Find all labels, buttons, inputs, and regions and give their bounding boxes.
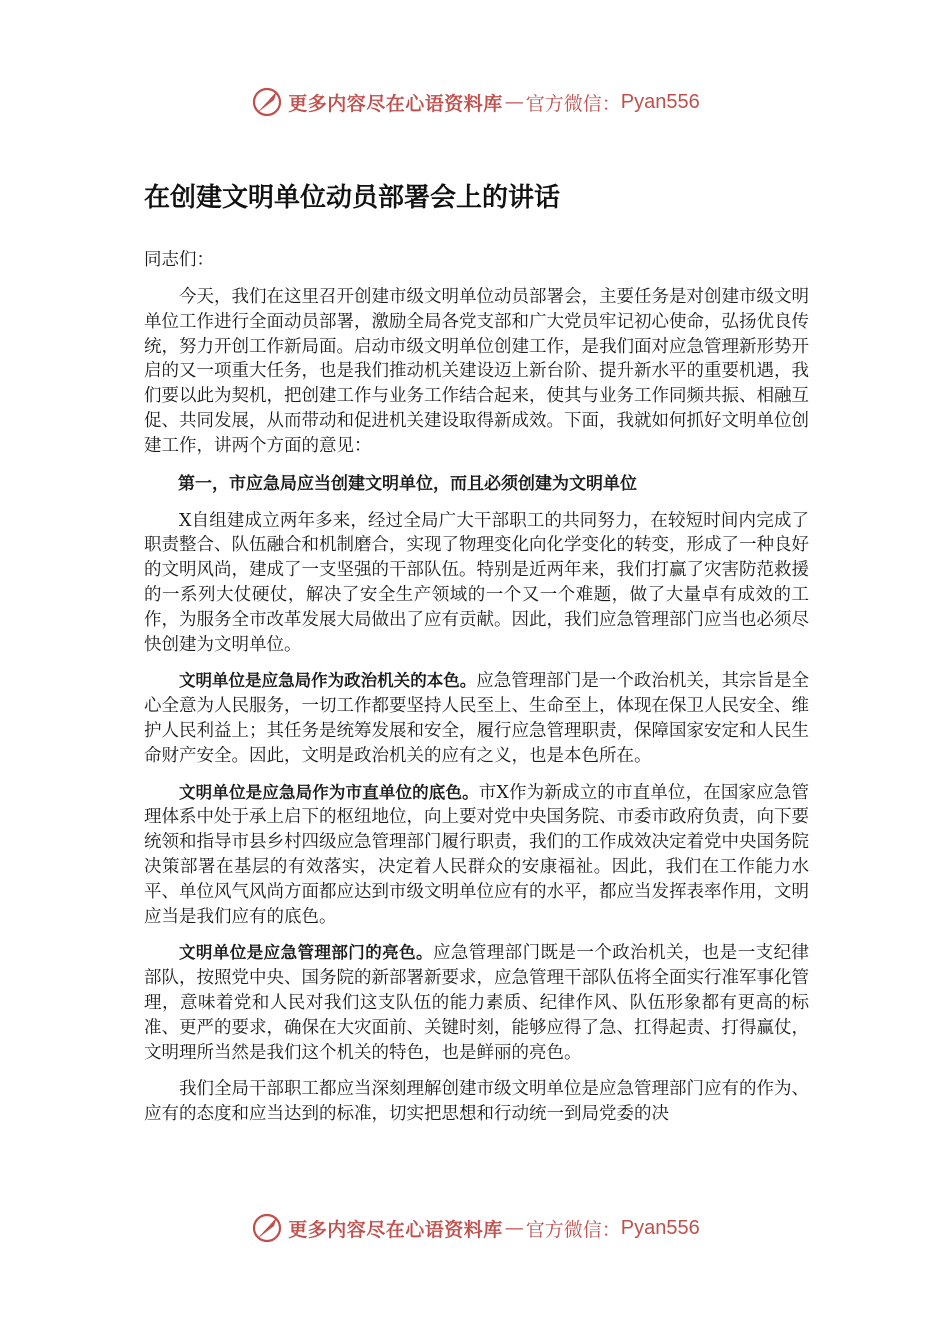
watermark-site-name: 更多内容尽在心语资料库: [288, 92, 503, 115]
paragraph-lead: 文明单位是应急局作为市直单位的底色。: [179, 782, 479, 802]
header-watermark: [0, 82, 950, 122]
footer-watermark: [0, 1208, 950, 1248]
section-heading: 第一，市应急局应当创建文明单位，而且必须创建为文明单位: [178, 473, 637, 494]
watermark-wechat-id: Pyan556: [620, 90, 700, 113]
paragraph-lead: 文明单位是应急管理部门的亮色。: [179, 943, 433, 963]
intro-paragraph: 今天，我们在这里召开创建市级文明单位动员部署会，主要任务是对创建市级文明单位工作进行全面动员部署，激励全局各党支部和广大党员牢记初心使命，弘扬优良传统，努力开创工作新局面。启动市级文明单位创建工作，是我们面对应急管理新形势开启的又一项重大任务，也是我们推动机关建设迈上新台阶、提升新水平的重要机遇，我们要以此为契机，把创建工作与业务工作结合起来，使其与业务工作同频共振、相融互促、共同发展，从而带动和促进机关建设取得新成效。下面，我就如何抓好文明单位创建工作，讲两个方面的意见：: [144, 287, 809, 456]
quill-logo-icon: [250, 85, 284, 119]
watermark-dash: —: [504, 91, 524, 113]
paragraph-emergency-dept: [144, 941, 809, 1065]
watermark-dash: —: [504, 1217, 524, 1239]
paragraph-body: 应急管理部门既是一个政治机关，也是一支纪律部队，按照党中央、国务院的新部署新要求，应急管理干部队伍将全面实行准军事化管理，意味着党和人民对我们这支队伍的能力素质、纪律作风、队伍形象都有更高的标准、更严的要求，确保在大灾面前、关键时刻，能够应得了急、扛得起责、打得赢仗，文明理所当然是我们这个机关的特色，也是鲜丽的亮色。: [144, 943, 810, 1063]
section1-paragraph: X自组建成立两年多来，经过全局广大干部职工的共同努力，在较短时间内完成了职责整合、队伍融合和机制磨合，实现了物理变化向化学变化的转变，形成了一种良好的文明风尚，建成了一支坚强的干部队伍。特别是近两年来，我们打赢了灾害防范救援的一系列大仗硬仗，解决了安全生产领域的一个又一个难题，做了大量卓有成效的工作，为服务全市改革发展大局做出了应有贡献。因此，我们应急管理部门应当也必须尽快创建为文明单位。: [144, 510, 809, 655]
paragraph-political-organ: [144, 669, 809, 768]
watermark-wechat-id: Pyan556: [620, 1216, 700, 1239]
watermark-wechat-label: 官方微信：: [525, 1218, 621, 1241]
document-body: [144, 170, 809, 1139]
document-title: 在创建文明单位动员部署会上的讲话: [144, 183, 561, 213]
watermark-wechat-label: 官方微信：: [525, 92, 621, 115]
paragraph-body: 应急管理部门是一个政治机关，其宗旨是全心全意为人民服务，一切工作都要坚持人民至上、生命至上，体现在保卫人民安全、维护人民利益上；其任务是统筹发展和安全，履行应急管理职责，保障国家安定和人民生命财产安全。因此，文明是政治机关的应有之义，也是本色所在。: [144, 671, 809, 766]
paragraph-body: 市X作为新成立的市直单位，在国家应急管理体系中处于承上启下的枢纽地位，向上要对党中央国务院、市委市政府负责，向下要统领和指导市县乡村四级应急管理部门履行职责，我们的工作成效决定着党中央国务院决策部署在基层的有效落实，决定着人民群众的安康福祉。因此，我们在工作能力水平、单位风气风尚方面都应达到市级文明单位应有的水平，都应当发挥表率作用，文明应当是我们应有的底色。: [144, 782, 809, 927]
paragraph-lead: 文明单位是应急局作为政治机关的本色。: [179, 671, 477, 691]
quill-logo-icon: [250, 1211, 284, 1245]
greeting: 同志们：: [144, 250, 214, 270]
closing-paragraph: 我们全局干部职工都应当深刻理解创建市级文明单位是应急管理部门应有的作为、应有的态度和应当达到的标准，切实把思想和行动统一到局党委的决: [144, 1079, 809, 1125]
paragraph-municipal-unit: [144, 781, 809, 930]
watermark-site-name: 更多内容尽在心语资料库: [288, 1218, 503, 1241]
